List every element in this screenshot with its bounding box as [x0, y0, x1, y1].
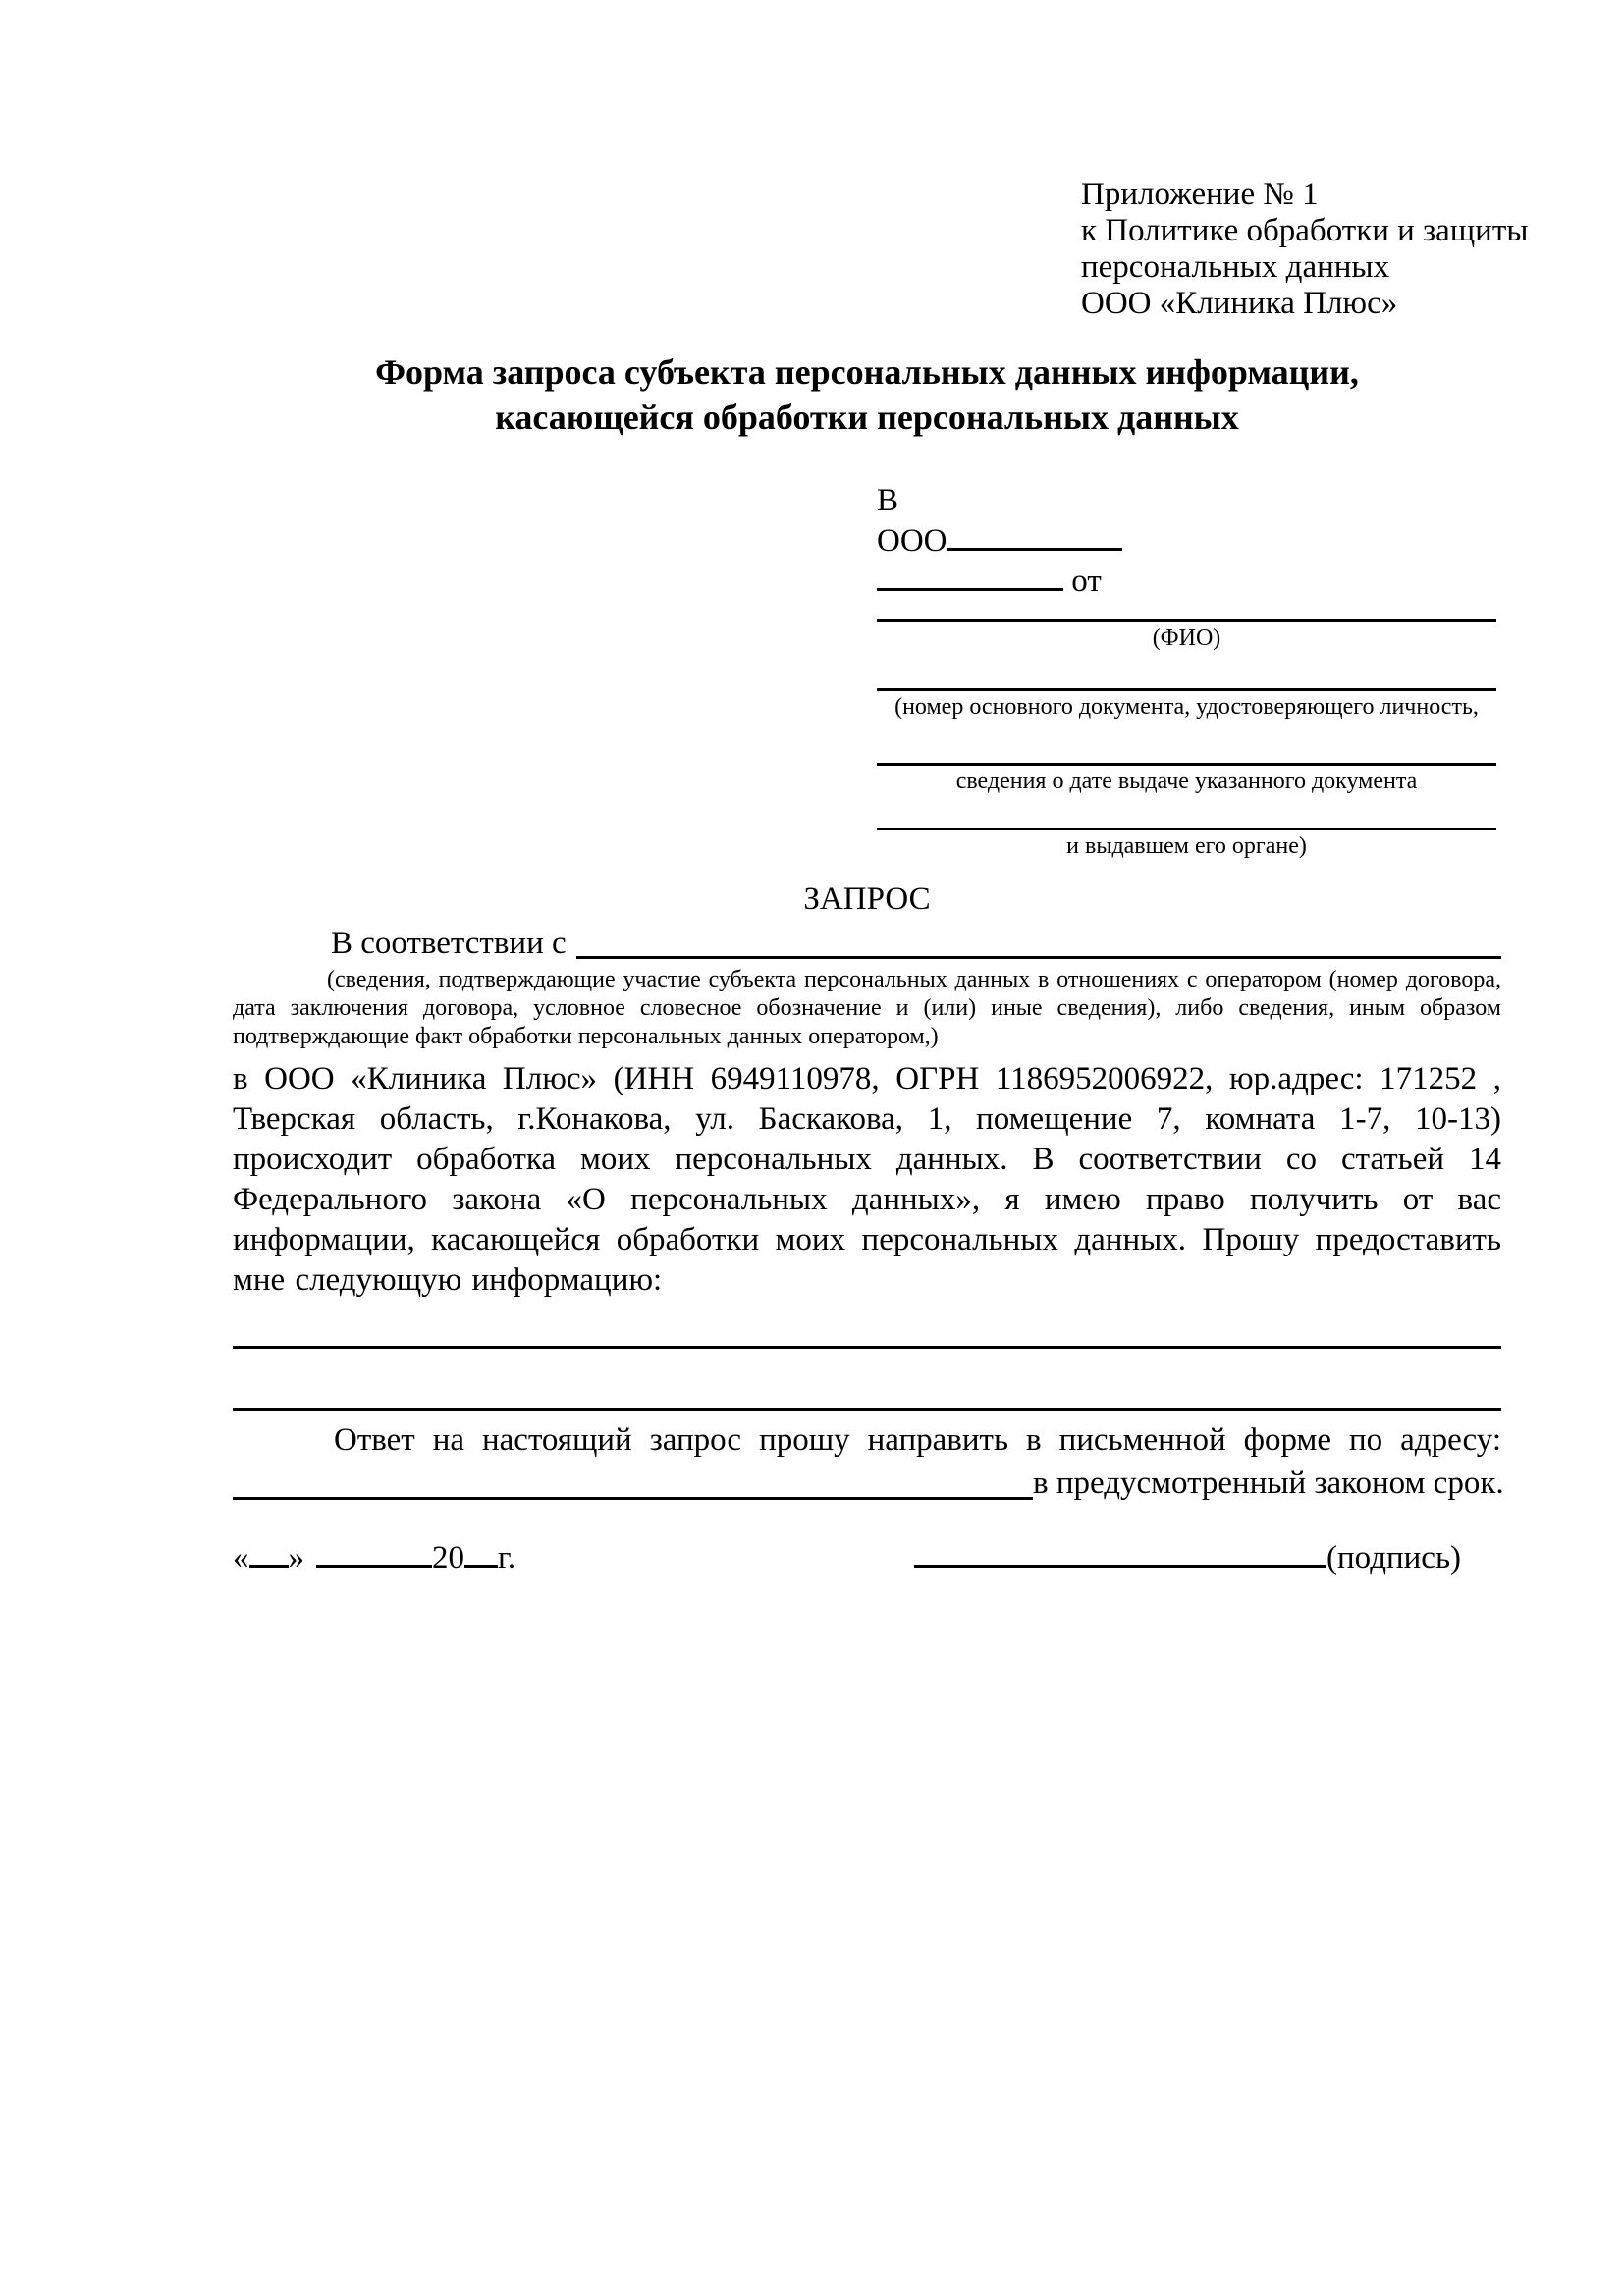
appendix-header-line: Приложение № 1 — [1081, 177, 1319, 212]
addressee-to-label: В — [877, 483, 899, 518]
form-title-line: Форма запроса субъекта персональных данных информации, — [375, 352, 1359, 392]
addressee-org-row-2 — [877, 561, 1496, 601]
signature-caption: (подпись) — [1326, 1540, 1461, 1576]
answer-sentence: Ответ на настоящий запрос прошу направить в письменной форме по адресу: — [334, 1422, 1501, 1458]
appendix-header-line: ООО «Клиника Плюс» — [1081, 286, 1398, 321]
date-open-quote: « — [233, 1540, 249, 1576]
info-blank-line-2 — [233, 1408, 1501, 1411]
accordance-blank-field — [576, 923, 1501, 959]
doc-date-caption: сведения о дате выдаче указанного документа — [955, 769, 1418, 795]
fio-caption: (ФИО) — [1152, 625, 1221, 652]
answer-address-row — [233, 1462, 1504, 1505]
date-month-blank-field — [316, 1537, 432, 1568]
date-signature-row — [233, 1537, 1501, 1578]
addressee-block — [877, 481, 1496, 861]
in-accordance-label: В соответствии с — [331, 926, 567, 961]
addressee-org-label: ООО — [877, 523, 947, 560]
appendix-header-line: к Политике обработки и защиты — [1081, 213, 1529, 248]
date-field — [233, 1540, 515, 1575]
fine-print-note: (сведения, подтверждающие участие субъекта персональных данных в отношениях с оператором (номер договора, дата заключения договора, условное словесное обозначение и (или) иные сведения), либо сведения, иным образом подтверждающие факт обработки персональных данных оператором,) — [233, 967, 1501, 1049]
info-blank-line-1 — [233, 1346, 1501, 1349]
doc-number-caption: (номер основного документа, удостоверяющего личность, — [894, 694, 1479, 721]
address-blank-field — [233, 1462, 1033, 1500]
date-year-blank-field — [464, 1537, 498, 1568]
org-name-blank-field — [947, 520, 1122, 551]
signature-field — [914, 1537, 1461, 1578]
appendix-header — [1081, 177, 1528, 322]
request-body-block — [233, 923, 1504, 1505]
org-name-blank-field-2 — [877, 561, 1063, 591]
form-title — [233, 349, 1501, 440]
year-prefix: 20 — [432, 1540, 464, 1576]
date-close-quote: » — [288, 1540, 304, 1576]
form-title-line: касающейся обработки персональных данных — [495, 398, 1239, 437]
date-day-blank-field — [249, 1537, 289, 1568]
request-statement: в ООО «Клиника Плюс» (ИНН 6949110978, ОГРН 1186952006922, юр.адрес: 171252 , Тверская область, г.Конакова, ул. Баскакова, 1, помещение 7, комната 1-7, 10-13) происходит обработка моих персональных данных. В соответствии со статьей 14 Федерального закона «О персональных данных», я имею право получить от вас информации, касающейся обработки моих персональных данных. Прошу предоставить мне следующую информацию: — [233, 1061, 1501, 1298]
from-label: от — [1071, 563, 1102, 600]
answer-tail: в предусмотренный законом срок. — [1033, 1466, 1504, 1501]
request-heading: ЗАПРОС — [803, 881, 931, 917]
year-suffix: г. — [498, 1540, 516, 1576]
in-accordance-row — [233, 923, 1501, 964]
signature-blank-field — [914, 1537, 1326, 1568]
addressee-org-row — [877, 520, 1496, 561]
doc-issuer-caption: и выдавшем его органе) — [1066, 833, 1307, 860]
appendix-header-line: персональных данных — [1081, 249, 1390, 285]
